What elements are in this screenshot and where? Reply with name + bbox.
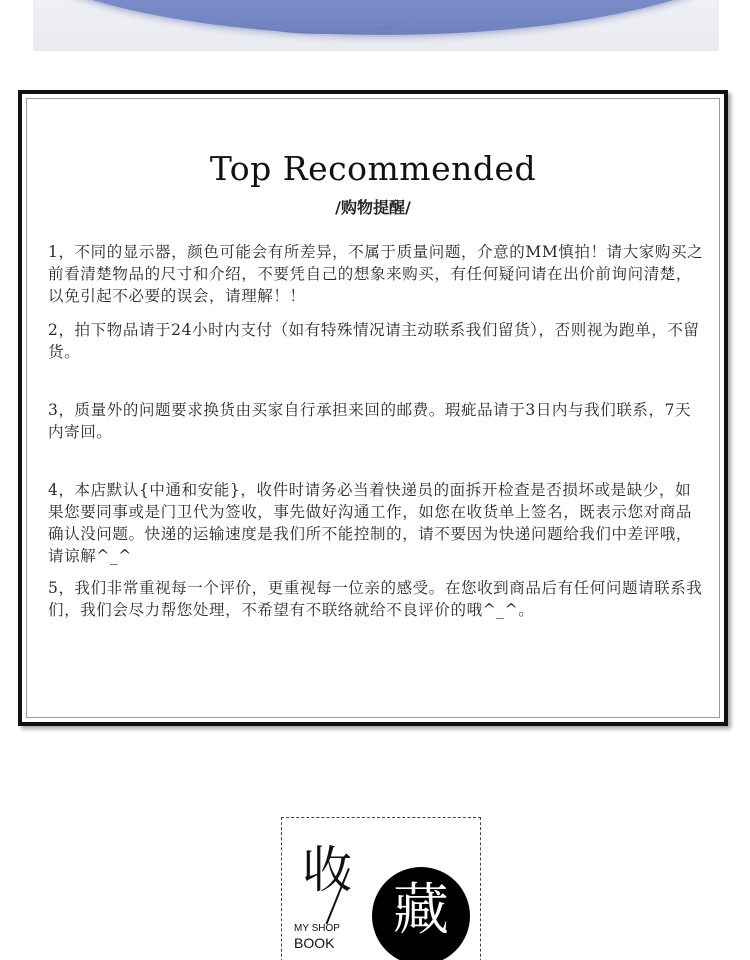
bookmark-circle [372, 867, 470, 960]
notice-item-3: 3，质量外的问题要求换货由买家自行承担来回的邮费。瑕疵品请于3日内与我们联系，7天内寄回。 [48, 401, 692, 441]
bookmark-caption-line1: MY SHOP [294, 923, 340, 934]
panel-subtitle: /购物提醒/ [335, 198, 411, 217]
notice-item-2: 2，拍下物品请于24小时内支付（如有特殊情况请主动联系我们留货），否则视为跑单，不留货。 [48, 321, 700, 361]
bookmark-shop-button[interactable] [281, 817, 481, 960]
bookmark-char: 收 [302, 841, 352, 899]
product-photo [33, 0, 719, 51]
bookmark-caption-line2: BOOK [294, 935, 335, 951]
shopping-notice [48, 241, 707, 621]
panel-inner-border [26, 98, 720, 718]
recommend-panel [18, 90, 728, 726]
notice-item-5: 5，我们非常重视每一个评价，更重视每一位亲的感受。在您收到商品后有任何问题请联系我们，我们会尽力帮您处理，不希望有不联络就给不良评价的哦^_^。 [48, 579, 703, 619]
notice-item-1: 1，不同的显示器，颜色可能会有所差异，不属于质量问题，介意的MM慎拍！请大家购买之前看清楚物品的尺寸和介绍，不要凭自己的想象来购买，有任何疑问请在出价前询问清楚，以免引起不必要的误会，请理解！！ [48, 243, 704, 305]
bookmark-circle-char: 藏 [393, 878, 449, 943]
notice-item-4: 4，本店默认{中通和安能}，收件时请务必当着快递员的面拆开检查是否损坏或是缺少，如果您要同事或是门卫代为签收，事先做好沟通工作，如您在收货单上签名，既表示您对商品确认没问题。快递的运输速度是我们所不能控制的，请不要因为快递问题给我们中差评哦，请谅解^_^ [48, 481, 693, 565]
panel-title: Top Recommended [209, 149, 537, 188]
